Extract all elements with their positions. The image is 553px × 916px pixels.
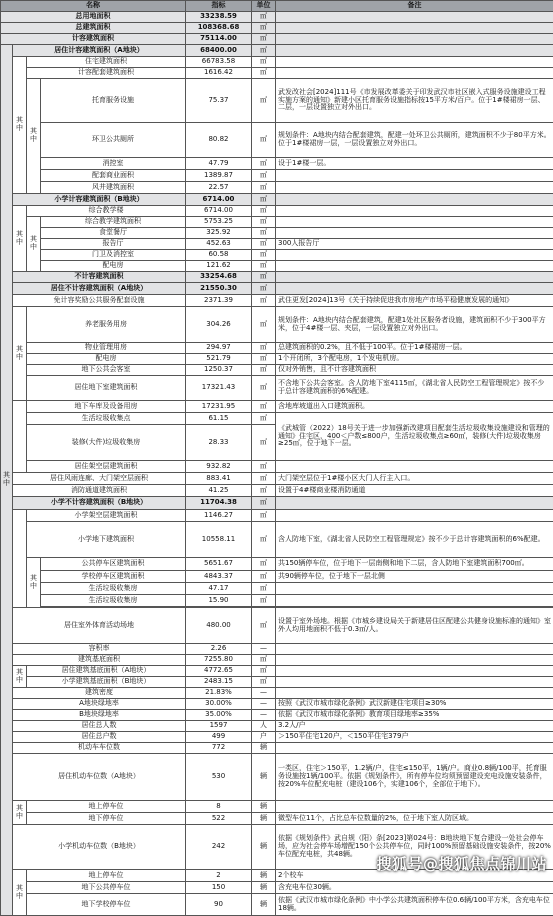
row-unit: ㎡ (252, 354, 276, 365)
row-value: 530 (186, 754, 252, 801)
row-remark: 武住更发[2024]13号《关于持续促进我市房地产市场平稳健康发展的通知》 (276, 295, 553, 307)
header-remark: 备注 (276, 1, 553, 12)
row-value: 5753.25 (186, 217, 252, 228)
row-unit: ㎡ (252, 79, 276, 123)
row-remark: 3.2人/户 (276, 721, 553, 732)
row-value: 1389.87 (186, 170, 252, 182)
row-unit: ㎡ (252, 250, 276, 261)
row-label: 风井建筑面积 (41, 182, 186, 194)
row-label: 综合教学建筑面积 (41, 217, 186, 228)
group-label: 其中 (13, 666, 27, 688)
row-label: 小学地下建筑面积 (27, 522, 186, 558)
row-value: 60.58 (186, 250, 252, 261)
row-unit: ㎡ (252, 343, 276, 354)
row-label: 小学机动车位数（B地块） (13, 825, 186, 870)
row-unit: ㎡ (252, 194, 276, 206)
row-label: B地块绿地率 (13, 710, 186, 721)
row-label: 住宅建筑面积 (27, 57, 186, 68)
row-remark (276, 261, 553, 272)
row-label: 公共停车区建筑面积 (41, 558, 186, 571)
row-value: 47.17 (186, 583, 252, 595)
row-label: 地下学校停车位 (27, 894, 186, 916)
row-unit: — (252, 710, 276, 721)
row-remark (276, 583, 553, 595)
row-value: 2483.15 (186, 677, 252, 688)
row-remark (276, 194, 553, 206)
subgroup-label: 其中 (27, 79, 41, 194)
row-value: 772 (186, 743, 252, 754)
row-label: 小学不计容建筑面积（B地块） (13, 497, 186, 510)
row-label: 居住计容建筑面积（A地块） (13, 45, 186, 57)
row-value: 21.83% (186, 688, 252, 699)
row-label: 容积率 (13, 644, 186, 655)
header-name: 名称 (1, 1, 186, 12)
row-label: 养老服务用房 (27, 307, 186, 343)
group-label (13, 401, 27, 473)
row-label: 托育服务设施 (41, 79, 186, 123)
row-remark: 一类区，住宅＞150平，1.2辆/户，住宅≤150平，1辆/户。商业0.8辆/100平，托育服务设施按1辆/100平。依据《规划条件》，所有停车位均须预留建设充电设施安装条件，按20%车位配充电桩（建设106个，实建106个，全部位于地下）。 (276, 754, 553, 801)
row-label: 装修(大件)垃圾收集房 (27, 425, 186, 461)
group-label: 其中 (13, 307, 27, 401)
row-value: 8 (186, 801, 252, 813)
row-value: 33238.59 (186, 12, 252, 23)
row-label: 计容建筑面积 (1, 34, 186, 45)
header-index: 指标 (186, 1, 252, 12)
row-remark (276, 688, 553, 699)
row-value: 883.41 (186, 473, 252, 485)
row-unit: ㎡ (252, 261, 276, 272)
row-unit: ㎡ (252, 655, 276, 666)
row-remark: 仅对外销售，且不计容建筑面积 (276, 365, 553, 376)
row-remark (276, 497, 553, 510)
row-value: 294.97 (186, 343, 252, 354)
row-unit: ㎡ (252, 68, 276, 79)
row-value: 47.79 (186, 158, 252, 170)
row-label: 居住建筑基底面积（A地块） (27, 666, 186, 677)
row-value: 15.90 (186, 595, 252, 607)
row-label: 居住总人数 (13, 721, 186, 732)
row-remark: 大门架空层位于1#楼小区大门人行主入口。 (276, 473, 553, 485)
row-label: 居住总户数 (13, 732, 186, 743)
row-value: 932.82 (186, 461, 252, 473)
row-remark (276, 228, 553, 239)
row-label: 地下公共停车位 (27, 882, 186, 894)
row-unit: ㎡ (252, 170, 276, 182)
row-label: 地下公共会客室 (27, 365, 186, 376)
row-remark (276, 170, 553, 182)
group-label: 其中 (13, 801, 27, 825)
row-unit: 辆 (252, 894, 276, 916)
row-unit: ㎡ (252, 401, 276, 413)
row-unit: 户 (252, 732, 276, 743)
row-remark: 300人报告厅 (276, 239, 553, 250)
row-label: 报告厅 (41, 239, 186, 250)
row-unit: ㎡ (252, 182, 276, 194)
row-unit: 辆 (252, 813, 276, 825)
row-remark (276, 283, 553, 295)
group-label: 其中 (13, 206, 27, 272)
row-label: 机动车车位数 (13, 743, 186, 754)
row-unit: 辆 (252, 825, 276, 870)
row-remark (276, 23, 553, 34)
row-value: 2.26 (186, 644, 252, 655)
row-value: 325.92 (186, 228, 252, 239)
row-unit: 辆 (252, 801, 276, 813)
row-unit: ㎡ (252, 123, 276, 158)
row-label: 门卫及消控室 (41, 250, 186, 261)
row-unit: ㎡ (252, 12, 276, 23)
row-label: 消控室 (41, 158, 186, 170)
row-value: 35.00% (186, 710, 252, 721)
row-value: 521.79 (186, 354, 252, 365)
row-label: 综合教学楼 (27, 206, 186, 217)
row-value: 480.00 (186, 608, 252, 644)
row-unit: ㎡ (252, 307, 276, 343)
row-label: 建筑基底面积 (13, 655, 186, 666)
row-unit: 辆 (252, 882, 276, 894)
row-unit: ㎡ (252, 461, 276, 473)
row-remark: 微型车位11个，占比总车位数量的2%，位于地下室人防区域。 (276, 813, 553, 825)
row-remark: 总建筑面积的0.2%，且不低于100平。位于1#楼裙房一层。 (276, 343, 553, 354)
row-remark (276, 666, 553, 677)
row-remark (276, 461, 553, 473)
row-label: 小学架空层建筑面积 (27, 510, 186, 522)
row-label: 居住架空层建筑面积 (27, 461, 186, 473)
row-remark (276, 655, 553, 666)
row-remark: 不含地下公共会客室。含人防地下室4115㎡，《湖北省人民防空工程管理规定》按不少于总计容建筑面积的6%配建。 (276, 376, 553, 401)
row-remark (276, 57, 553, 68)
row-remark (276, 743, 553, 754)
row-label: 生活垃圾收集房 (41, 595, 186, 607)
outer-group-label: 其中 (1, 45, 13, 916)
row-value: 75114.00 (186, 34, 252, 45)
row-remark: 含地库坡道出入口建筑面积。 (276, 401, 553, 413)
row-remark: 依据《规划条件》武自规（阳）条[2023]第024号：B地块地下复合建设一处社会停车场，应为社会停车场增配150个公共停车位，同时100%预留基础设施安装条件，按20%车位配充电桩，共48辆。 (276, 825, 553, 870)
row-unit: ㎡ (252, 583, 276, 595)
row-label: 环卫公共厕所 (41, 123, 186, 158)
row-label: 总用地面积 (1, 12, 186, 23)
row-remark: 武发改社会[2024]111号《市发展改革委关于印发武汉市社区嵌入式服务设施建设工程实施方案的通知》新建小区托育服务设施指标按15平方米/百户。位于1#楼裙房一层、二层，一层设置独立对外出口。 (276, 79, 553, 123)
row-value: 1616.42 (186, 68, 252, 79)
row-remark: 含充电车位30辆。 (276, 882, 553, 894)
row-value: 1597 (186, 721, 252, 732)
row-label: 计容配套建筑面积 (27, 68, 186, 79)
row-value: 121.62 (186, 261, 252, 272)
row-remark: 2个校车 (276, 870, 553, 882)
row-label: 地下车库及设备用房 (27, 401, 186, 413)
row-value: 28.33 (186, 425, 252, 461)
row-unit: ㎡ (252, 510, 276, 522)
row-label: 食堂餐厅 (41, 228, 186, 239)
row-label: 消防通道建筑面积 (13, 485, 186, 497)
row-unit: ㎡ (252, 413, 276, 425)
row-label: 居住机动车位数（A地块） (13, 754, 186, 801)
row-remark: 依据《武汉市城市绿化条例》中小学公共建筑面积停车位0.6辆/100平方米，含充电车位18辆。 (276, 894, 553, 916)
row-unit: ㎡ (252, 666, 276, 677)
group-label: 其中 (13, 870, 27, 916)
row-unit: ㎡ (252, 677, 276, 688)
row-label: 学校停车区建筑面积 (41, 571, 186, 583)
row-label: 配电房 (41, 261, 186, 272)
row-unit: ㎡ (252, 595, 276, 607)
row-label: 总建筑面积 (1, 23, 186, 34)
row-unit: ㎡ (252, 295, 276, 307)
row-remark (276, 45, 553, 57)
row-unit: 辆 (252, 743, 276, 754)
row-remark: 依据《武汉市城市绿化条例》教育项目绿地率≥35% (276, 710, 553, 721)
row-unit: — (252, 688, 276, 699)
row-value: 108368.68 (186, 23, 252, 34)
row-remark (276, 801, 553, 813)
row-remark (276, 510, 553, 522)
subgroup-label: 其中 (27, 558, 41, 608)
row-unit: ㎡ (252, 272, 276, 283)
row-value: 30.00% (186, 699, 252, 710)
watermark-text: 搜狐号@搜狐焦点锦川站 (376, 853, 547, 874)
row-unit: ㎡ (252, 45, 276, 57)
row-unit: ㎡ (252, 608, 276, 644)
row-value: 75.37 (186, 79, 252, 123)
row-value: 17231.95 (186, 401, 252, 413)
row-value: 304.26 (186, 307, 252, 343)
row-remark (276, 34, 553, 45)
row-unit: ㎡ (252, 522, 276, 558)
row-label: 居住风雨连廊、大门架空层面积 (13, 473, 186, 485)
row-value: 66783.58 (186, 57, 252, 68)
row-unit: ㎡ (252, 217, 276, 228)
row-unit: — (252, 644, 276, 655)
row-value: 41.25 (186, 485, 252, 497)
row-remark (276, 12, 553, 23)
row-value: 11704.38 (186, 497, 252, 510)
row-label: 居住不计容建筑面积（A地块） (13, 283, 186, 295)
row-unit: ㎡ (252, 228, 276, 239)
row-label: 小学计容建筑面积（B地块） (13, 194, 186, 206)
row-value: 522 (186, 813, 252, 825)
header-unit: 单位 (252, 1, 276, 12)
row-remark: 含人防地下室，《湖北省人民防空工程管理规定》按不少于总计容建筑面积的6%配建。 (276, 522, 553, 558)
row-remark: 设置于室外场地。根据《市城乡建设局关于新建居住区配建公共健身设施标准的通知》室外人均用地面积不低于0.3㎡/人。 (276, 608, 553, 644)
row-value: 33254.68 (186, 272, 252, 283)
group-label: 其中 (13, 57, 27, 194)
row-label: A地块绿地率 (13, 699, 186, 710)
group-label (13, 510, 27, 608)
row-value: 61.15 (186, 413, 252, 425)
row-value: 21550.30 (186, 283, 252, 295)
row-label: 配套商业面积 (41, 170, 186, 182)
row-remark (276, 250, 553, 261)
row-label: 居住地下室建筑面积 (27, 376, 186, 401)
row-unit: ㎡ (252, 239, 276, 250)
row-label: 物业管理用房 (27, 343, 186, 354)
row-remark (276, 677, 553, 688)
row-value: 2 (186, 870, 252, 882)
row-label: 地上停车位 (27, 801, 186, 813)
row-unit: 辆 (252, 870, 276, 882)
row-label: 生活垃圾收集点 (27, 413, 186, 425)
row-value: 17321.43 (186, 376, 252, 401)
row-value: 90 (186, 894, 252, 916)
row-value: 2371.39 (186, 295, 252, 307)
row-remark (276, 182, 553, 194)
row-label: 居住室外体育活动场地 (13, 608, 186, 644)
row-value: 242 (186, 825, 252, 870)
row-remark: 规划条件：A地块内结合配套建筑，配建1处社区服务者设施，建筑面积不少于300平方米，位于4#楼一层、夹层，一层设置独立对外出口。 (276, 307, 553, 343)
row-value: 22.57 (186, 182, 252, 194)
row-unit: 辆 (252, 754, 276, 801)
row-value: 6714.00 (186, 206, 252, 217)
row-remark (276, 206, 553, 217)
row-remark (276, 272, 553, 283)
row-value: 6714.00 (186, 194, 252, 206)
row-remark: 《武城管（2022）18号关于进一步加强新改建项目配套生活垃圾收集设施建设和管理的通知》住宅区，400＜户数≤800户，生活垃圾收集点≥60㎡，装修(大件)垃圾收集房≥25㎡，位于地下一层。 (276, 413, 553, 461)
row-unit: ㎡ (252, 283, 276, 295)
row-remark (276, 644, 553, 655)
row-remark (276, 217, 553, 228)
row-value: 150 (186, 882, 252, 894)
row-unit: ㎡ (252, 34, 276, 45)
row-remark: 设于1#楼一层。 (276, 158, 553, 170)
row-label: 小学建筑基底面积（B地块） (27, 677, 186, 688)
row-label: 配电房 (27, 354, 186, 365)
row-remark: 共150辆停车位，位于地下一层南侧和地下二层，含人防地下室建筑面积700㎡。 (276, 558, 553, 571)
row-value: 7255.80 (186, 655, 252, 666)
row-value: 68400.00 (186, 45, 252, 57)
row-remark: ＞150平住宅120户，＜150平住宅379户 (276, 732, 553, 743)
row-label: 地上停车位 (27, 870, 186, 882)
row-unit: ㎡ (252, 571, 276, 583)
row-value: 1146.27 (186, 510, 252, 522)
row-unit: ㎡ (252, 473, 276, 485)
row-unit: ㎡ (252, 376, 276, 401)
row-unit: 人 (252, 721, 276, 732)
row-unit: ㎡ (252, 206, 276, 217)
row-value: 10558.11 (186, 522, 252, 558)
row-remark: 1个开闭所，3个配电房，1个发电机房。 (276, 354, 553, 365)
row-label: 地下停车位 (27, 813, 186, 825)
row-value: 80.82 (186, 123, 252, 158)
row-unit: — (252, 699, 276, 710)
row-label: 建筑密度 (13, 688, 186, 699)
row-value: 4843.37 (186, 571, 252, 583)
row-value: 4772.65 (186, 666, 252, 677)
row-unit: ㎡ (252, 23, 276, 34)
row-remark: 按照《武汉市城市绿化条例》武汉新建住宅项目≥30% (276, 699, 553, 710)
row-remark: 规划条件：A地块内结合配套建筑，配建一处环卫公共厕所，建筑面积不少于80平方米。位于1#楼裙房一层，一层设置独立对外出口。 (276, 123, 553, 158)
row-label: 免计容奖励公共服务配套设施 (13, 295, 186, 307)
row-value: 499 (186, 732, 252, 743)
row-remark: 共90辆停车位，位于地下一层北侧 (276, 571, 553, 583)
row-unit: ㎡ (252, 485, 276, 497)
row-value: 452.63 (186, 239, 252, 250)
row-unit: ㎡ (252, 158, 276, 170)
row-unit: ㎡ (252, 497, 276, 510)
row-remark (276, 595, 553, 607)
row-label: 不计容建筑面积 (13, 272, 186, 283)
row-remark (276, 68, 553, 79)
row-label: 生活垃圾收集房 (41, 583, 186, 595)
row-unit: ㎡ (252, 425, 276, 461)
row-unit: ㎡ (252, 558, 276, 571)
row-unit: ㎡ (252, 365, 276, 376)
row-value: 1250.37 (186, 365, 252, 376)
row-value: 5651.67 (186, 558, 252, 571)
row-unit: ㎡ (252, 57, 276, 68)
subgroup-label: 其中 (27, 217, 41, 272)
row-remark: 设置于4#楼商业楼消防通道 (276, 485, 553, 497)
